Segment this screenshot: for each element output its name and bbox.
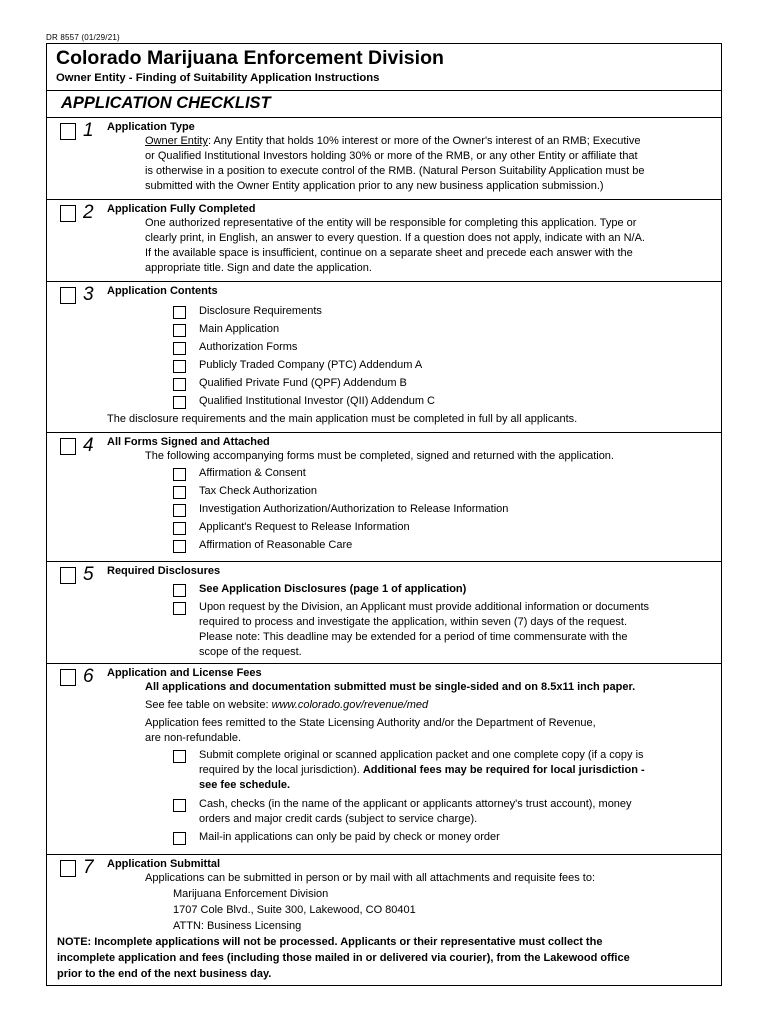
section-number: 7 (83, 857, 94, 878)
checkbox-affirmation-consent[interactable] (173, 468, 186, 481)
checklist-item: Affirmation of Reasonable Care (199, 539, 353, 551)
checkbox-main-application[interactable] (173, 324, 186, 337)
section-heading: Application Type (107, 121, 195, 133)
checkbox-disclosure-requirements[interactable] (173, 306, 186, 319)
section-number: 5 (83, 564, 94, 585)
checklist-title: APPLICATION CHECKLIST (61, 94, 271, 112)
body-line: is otherwise in a position to execute control of the RMB. (Natural Person Suitability Application must be (145, 165, 645, 177)
checklist-item-continued: required by the local jurisdiction). Additional fees may be required for local jurisdiction - (199, 764, 645, 776)
section-number: 6 (83, 666, 94, 687)
checkbox-application-contents[interactable] (60, 287, 76, 304)
body-line: If the available space is insufficient, continue on a separate sheet and precede each answer with the (145, 247, 633, 259)
section-heading: All Forms Signed and Attached (107, 436, 270, 448)
checklist-item-continued: required to process and investigate the application, within seven (7) days of the request. (199, 616, 628, 628)
checklist-item: Affirmation & Consent (199, 467, 306, 479)
page-subtitle: Owner Entity - Finding of Suitability Application Instructions (56, 72, 380, 84)
section-number: 2 (83, 202, 94, 223)
checkbox-application-submittal[interactable] (60, 860, 76, 877)
checkbox-see-disclosures[interactable] (173, 584, 186, 597)
section-number: 4 (83, 435, 94, 456)
checklist-item: Qualified Private Fund (QPF) Addendum B (199, 377, 407, 389)
checkbox-mail-in-payment[interactable] (173, 832, 186, 845)
section-heading: Required Disclosures (107, 565, 221, 577)
checklist-item: See Application Disclosures (page 1 of application) (199, 583, 467, 595)
checkbox-authorization-forms[interactable] (173, 342, 186, 355)
final-note: incomplete application and fees (including those mailed in or delivered via courier), from the Lakewood office (57, 952, 630, 964)
checklist-form (46, 43, 722, 986)
address-line: ATTN: Business Licensing (173, 920, 302, 932)
checkbox-application-type[interactable] (60, 123, 76, 140)
page-title: Colorado Marijuana Enforcement Division (56, 47, 444, 69)
body-line: One authorized representative of the entity will be responsible for completing this application. Type or (145, 217, 637, 229)
checklist-item: Qualified Institutional Investor (QII) Addendum C (199, 395, 436, 407)
section-note: The disclosure requirements and the main application must be completed in full by all applicants. (107, 413, 578, 425)
section-number: 1 (83, 120, 94, 141)
checklist-item: Upon request by the Division, an Applicant must provide additional information or documents (199, 601, 650, 613)
checklist-item: Investigation Authorization/Authorization to Release Information (199, 503, 509, 515)
body-line: The following accompanying forms must be completed, signed and returned with the application. (145, 450, 614, 462)
checklist-item-continued: orders and major credit cards (subject to service charge). (199, 813, 478, 825)
checkbox-reasonable-care[interactable] (173, 540, 186, 553)
section-heading: Application Submittal (107, 858, 221, 870)
section-all-forms-signed (47, 432, 721, 562)
checklist-item: Authorization Forms (199, 341, 298, 353)
checklist-item: Disclosure Requirements (199, 305, 322, 317)
body-line: clearly print, in English, an answer to every question. If a question does not apply, indicate with an N/A. (145, 232, 645, 244)
body-line: Applications can be submitted in person or by mail with all attachments and requisite fees to: (145, 872, 596, 884)
checklist-item-continued: see fee schedule. (199, 779, 291, 791)
checkbox-investigation-authorization[interactable] (173, 504, 186, 517)
checkbox-qpf-addendum[interactable] (173, 378, 186, 391)
checklist-item: Tax Check Authorization (199, 485, 318, 497)
section-heading: Application Contents (107, 285, 218, 297)
section-application-contents (47, 281, 721, 433)
checkbox-license-fees[interactable] (60, 669, 76, 686)
section-application-fully-completed (47, 199, 721, 282)
section-heading: Application Fully Completed (107, 203, 256, 215)
body-line: appropriate title. Sign and date the application. (145, 262, 372, 274)
form-number: DR 8557 (01/29/21) (46, 33, 120, 42)
body-line: are non-refundable. (145, 732, 242, 744)
final-note: prior to the end of the next business day. (57, 968, 272, 980)
fee-table-line: See fee table on website: www.colorado.gov/revenue/med (145, 699, 429, 711)
checkbox-required-disclosures[interactable] (60, 567, 76, 584)
body-line: or Qualified Institutional Investors holding 30% or more of the RMB, or any other Entity or affiliate that (145, 150, 638, 162)
checkbox-upon-request[interactable] (173, 602, 186, 615)
checkbox-release-information[interactable] (173, 522, 186, 535)
checklist-item-continued: scope of the request. (199, 646, 302, 658)
checkbox-application-completed[interactable] (60, 205, 76, 222)
section-number: 3 (83, 284, 94, 305)
section-application-submittal (47, 854, 721, 986)
address-line: Marijuana Enforcement Division (173, 888, 329, 900)
checkbox-submit-packet[interactable] (173, 750, 186, 763)
body-line: submitted with the Owner Entity application prior to any new business application submission.) (145, 180, 604, 192)
checkbox-payment-methods[interactable] (173, 799, 186, 812)
checkbox-forms-signed[interactable] (60, 438, 76, 455)
checklist-item: Cash, checks (in the name of the applicant or applicants attorney's trust account), money (199, 798, 632, 810)
checklist-item: Submit complete original or scanned application packet and one complete copy (if a copy is (199, 749, 644, 761)
section-heading: Application and License Fees (107, 667, 262, 679)
header-divider (47, 90, 721, 91)
address-line: 1707 Cole Blvd., Suite 300, Lakewood, CO 80401 (173, 904, 416, 916)
checklist-item: Main Application (199, 323, 280, 335)
body-line: Owner Entity: Any Entity that holds 10% interest or more of the Owner's interest of an RMB; Executive (145, 135, 641, 147)
checklist-item: Mail-in applications can only be paid by check or money order (199, 831, 500, 843)
checkbox-ptc-addendum[interactable] (173, 360, 186, 373)
paper-requirement: All applications and documentation submitted must be single-sided and on 8.5x11 inch paper. (145, 681, 636, 693)
section-application-license-fees (47, 663, 721, 855)
section-application-type (47, 117, 721, 200)
checklist-item: Publicly Traded Company (PTC) Addendum A (199, 359, 423, 371)
checklist-item: Applicant's Request to Release Information (199, 521, 410, 533)
fee-website-link[interactable]: www.colorado.gov/revenue/med (271, 699, 429, 711)
checkbox-tax-check[interactable] (173, 486, 186, 499)
owner-entity-term: Owner Entity (145, 135, 208, 147)
checkbox-qii-addendum[interactable] (173, 396, 186, 409)
section-required-disclosures (47, 561, 721, 664)
final-note: NOTE: Incomplete applications will not be processed. Applicants or their representative must collect the (57, 936, 603, 948)
body-line: Application fees remitted to the State Licensing Authority and/or the Department of Revenue, (145, 717, 596, 729)
checklist-item-continued: Please note: This deadline may be extended for a period of time commensurate with the (199, 631, 628, 643)
